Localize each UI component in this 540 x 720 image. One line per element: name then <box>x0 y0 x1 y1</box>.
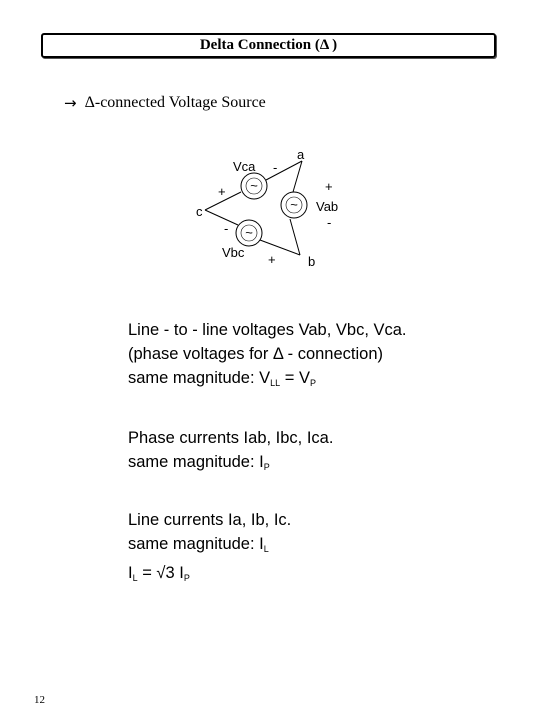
vca-ac-symbol: ~ <box>250 178 258 193</box>
page-number: 12 <box>34 694 45 706</box>
bullet-line <box>64 94 266 112</box>
vab-minus-sign: - <box>327 215 332 230</box>
node-a-label: a <box>297 147 305 162</box>
vbc-plus-sign: + <box>268 252 276 267</box>
vab-label: Vab <box>316 199 339 214</box>
phase-currents-text: Phase currents Iab, Ibc, Ica. <box>128 429 334 447</box>
phase-voltages-note: (phase voltages for Δ - connection) <box>128 345 383 363</box>
vca-minus-sign: - <box>273 160 278 175</box>
node-c-label: c <box>196 204 203 219</box>
phase-current-magnitude-line: same magnitude: $I_P$ <box>128 453 270 472</box>
vab-plus-sign: + <box>325 179 333 194</box>
arrow-right-icon: → <box>64 94 77 112</box>
line-current-magnitude-line: same magnitude: $I_L$ <box>128 535 269 554</box>
wire-vbc-c <box>205 210 238 225</box>
slide-title: Delta Connection (Δ ) <box>199 37 338 53</box>
line-phase-current-relation: $I_L = √3$ $I_P$ <box>128 564 190 583</box>
voltage-section <box>128 318 407 395</box>
wire-a-vab <box>293 161 302 192</box>
line-currents-text: Line currents Ia, Ib, Ic. <box>128 511 292 529</box>
voltage-magnitude-line: same magnitude: $V_{LL} = V_P$ <box>128 369 317 388</box>
vab-ac-symbol: ~ <box>290 197 298 212</box>
vbc-minus-sign: - <box>224 221 229 236</box>
delta-circuit-diagram <box>190 145 360 275</box>
vca-plus-sign: + <box>218 184 226 199</box>
vbc-ac-symbol: ~ <box>245 225 253 240</box>
node-b-label: b <box>308 254 316 269</box>
sqrt-three: √3 <box>156 564 175 582</box>
vca-label: Vca <box>233 159 256 174</box>
line-voltages-text: Line - to - line voltages Vab, Vbc, Vca. <box>128 321 407 339</box>
phase-current-section <box>128 426 333 479</box>
bullet-text: Δ-connected Voltage Source <box>84 94 266 111</box>
wire-b-vbc <box>260 240 300 255</box>
wire-vca-a <box>266 161 302 180</box>
line-current-section <box>128 508 291 590</box>
vbc-label: Vbc <box>222 245 245 260</box>
slide-title-box <box>41 33 496 58</box>
wire-vab-b <box>290 219 300 255</box>
